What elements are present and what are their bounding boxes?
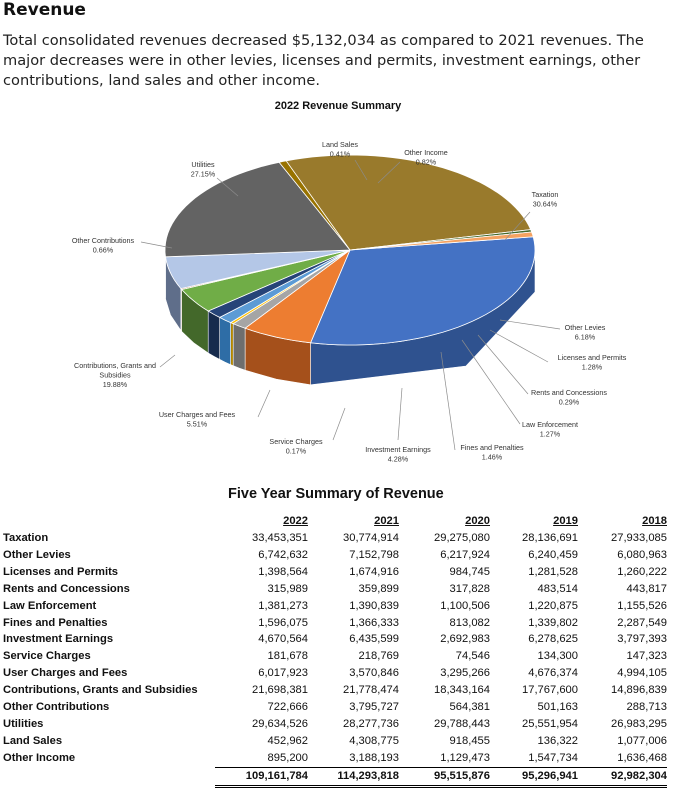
pie-data-label-line: Service Charges bbox=[269, 437, 323, 446]
cell: 1,390,839 bbox=[349, 599, 399, 612]
cell: 1,339,802 bbox=[528, 616, 578, 629]
pie-data-label-line: Other Contributions bbox=[71, 236, 135, 245]
pie-slice-side bbox=[231, 323, 234, 366]
pie-data-label-line: Licenses and Permits bbox=[557, 353, 627, 362]
table-row bbox=[3, 598, 667, 615]
pie-data-label-line: Subsidies bbox=[99, 370, 131, 380]
cell: 895,200 bbox=[267, 751, 308, 764]
pie-data-label bbox=[532, 190, 559, 209]
cell: 6,240,459 bbox=[528, 548, 578, 561]
cell: 2,287,549 bbox=[617, 616, 667, 629]
pie-data-label-line: 0.82% bbox=[415, 157, 437, 167]
pie-data-label bbox=[72, 236, 135, 255]
pie-data-label bbox=[531, 388, 607, 407]
row-label: Other Levies bbox=[3, 548, 71, 561]
pie-data-label-line: 30.64% bbox=[532, 199, 558, 209]
cell: 317,828 bbox=[449, 582, 490, 595]
cell: 918,455 bbox=[449, 734, 490, 747]
cell: 1,636,468 bbox=[617, 751, 667, 764]
pie-leader-line bbox=[462, 340, 520, 424]
cell: 6,217,924 bbox=[440, 548, 490, 561]
pie-data-label-line: 5.51% bbox=[186, 419, 208, 429]
cell: 1,596,075 bbox=[258, 616, 308, 629]
cell: 359,899 bbox=[358, 582, 399, 595]
cell: 315,989 bbox=[267, 582, 308, 595]
cell: 26,983,295 bbox=[611, 717, 667, 730]
pie-data-label-line: Utilities bbox=[191, 160, 215, 169]
cell: 3,295,266 bbox=[440, 667, 490, 680]
cell: 134,300 bbox=[537, 650, 578, 663]
table-row bbox=[3, 750, 667, 767]
cell: 28,277,736 bbox=[343, 717, 399, 730]
row-label: User Charges and Fees bbox=[3, 667, 128, 680]
cell: 17,767,600 bbox=[522, 684, 578, 697]
year-header: 2018 bbox=[642, 515, 667, 528]
cell: 136,322 bbox=[537, 734, 578, 747]
row-label: Contributions, Grants and Subsidies bbox=[3, 684, 198, 697]
cell: 1,260,222 bbox=[617, 565, 667, 578]
cell: 27,933,085 bbox=[611, 532, 667, 544]
pie-data-label-line: 27.15% bbox=[190, 169, 216, 179]
cell: 7,152,798 bbox=[349, 548, 399, 561]
cell: 218,769 bbox=[358, 650, 399, 663]
cell: 1,398,564 bbox=[258, 565, 308, 578]
cell: 4,676,374 bbox=[528, 667, 578, 680]
cell: 6,742,632 bbox=[258, 548, 308, 561]
pie-leader-line bbox=[333, 408, 345, 440]
pie-data-label-line: User Charges and Fees bbox=[158, 410, 236, 419]
pie-tops bbox=[165, 155, 535, 345]
pie-data-label-line: 1.46% bbox=[481, 452, 503, 462]
pie-data-label-line: 1.28% bbox=[581, 362, 603, 372]
header-blank bbox=[3, 513, 215, 530]
cell: 29,788,443 bbox=[434, 717, 490, 730]
pie-slice-side bbox=[220, 317, 231, 364]
row-label: Utilities bbox=[3, 717, 44, 730]
cell: 1,077,006 bbox=[617, 734, 667, 747]
cell: 1,155,526 bbox=[617, 599, 667, 612]
table-row bbox=[3, 699, 667, 716]
row-label: Rents and Concessions bbox=[3, 582, 130, 595]
cell: 6,435,599 bbox=[349, 633, 399, 646]
totals-row bbox=[3, 767, 667, 786]
cell: 74,546 bbox=[455, 650, 490, 663]
total-cell: 92,982,304 bbox=[578, 767, 667, 786]
cell: 3,795,727 bbox=[349, 701, 399, 714]
cell: 21,778,474 bbox=[343, 684, 399, 697]
row-label: Other Contributions bbox=[3, 701, 110, 714]
cell: 3,570,846 bbox=[349, 667, 399, 680]
cell: 501,163 bbox=[537, 701, 578, 714]
table-row bbox=[3, 581, 667, 598]
table-row bbox=[3, 733, 667, 750]
cell: 443,817 bbox=[626, 582, 667, 595]
pie-slice-side bbox=[233, 324, 245, 371]
table-row bbox=[3, 631, 667, 648]
cell: 1,547,734 bbox=[528, 751, 578, 764]
pie-data-label-line: 0.66% bbox=[92, 245, 114, 255]
cell: 29,634,526 bbox=[252, 717, 308, 730]
table-row bbox=[3, 530, 667, 547]
totals-label-blank bbox=[3, 767, 215, 786]
cell: 1,674,916 bbox=[349, 565, 399, 578]
cell: 452,962 bbox=[267, 734, 308, 747]
pie-data-label bbox=[269, 437, 323, 456]
cell: 18,343,164 bbox=[434, 684, 490, 697]
pie-data-label bbox=[565, 323, 606, 342]
cell: 2,692,983 bbox=[440, 633, 490, 646]
pie-data-label-line: Rents and Concessions bbox=[531, 388, 607, 397]
total-cell: 109,161,784 bbox=[215, 767, 308, 786]
pie-data-label bbox=[522, 420, 578, 439]
cell: 3,188,193 bbox=[349, 751, 399, 764]
cell: 147,323 bbox=[626, 650, 667, 663]
cell: 21,698,381 bbox=[252, 684, 308, 697]
table-header-row bbox=[3, 513, 667, 530]
table-title: Five Year Summary of Revenue bbox=[228, 486, 444, 502]
pie-data-label-line: Contributions, Grants and bbox=[74, 361, 156, 370]
table-row bbox=[3, 615, 667, 632]
year-header: 2021 bbox=[374, 515, 399, 528]
pie-data-label bbox=[191, 160, 216, 179]
year-header: 2020 bbox=[465, 515, 490, 528]
pie-leader-line bbox=[160, 355, 175, 367]
cell: 564,381 bbox=[449, 701, 490, 714]
cell: 6,017,923 bbox=[258, 667, 308, 680]
cell: 722,666 bbox=[267, 701, 308, 714]
cell: 25,551,954 bbox=[522, 717, 578, 730]
pie-data-label-line: 4.28% bbox=[387, 454, 409, 464]
table-row bbox=[3, 682, 667, 699]
pie-data-label-line: 19.88% bbox=[102, 380, 128, 389]
pie-chart-title: 2022 Revenue Summary bbox=[274, 100, 402, 112]
table-row bbox=[3, 564, 667, 581]
row-label: Licenses and Permits bbox=[3, 565, 119, 578]
cell: 30,774,914 bbox=[343, 532, 399, 544]
total-cell: 95,296,941 bbox=[490, 767, 578, 786]
pie-data-label-line: Investment Earnings bbox=[365, 445, 431, 454]
cell: 1,381,273 bbox=[258, 599, 308, 612]
row-label: Other Income bbox=[3, 752, 76, 765]
intro-paragraph: Total consolidated revenues decreased $5,132,034 as compared to 2021 revenues. The major decreases were in other levies, licenses and permits, investment earnings, other contributions, land sales and other income. bbox=[3, 32, 644, 89]
table-row bbox=[3, 547, 667, 564]
pie-data-label-line: 1.27% bbox=[539, 429, 561, 439]
cell: 33,453,351 bbox=[252, 532, 308, 544]
pie-data-label-line: Land Sales bbox=[322, 140, 358, 149]
pie-data-label-line: Other Income bbox=[404, 148, 448, 157]
pie-data-label-line: 0.41% bbox=[329, 149, 351, 159]
pie-data-label-line: Law Enforcement bbox=[522, 420, 578, 429]
pie-slice-side bbox=[208, 311, 220, 359]
revenue-pie-chart bbox=[0, 90, 677, 480]
revenue-summary-table bbox=[3, 513, 667, 788]
pie-data-label-line: 0.29% bbox=[558, 397, 580, 407]
row-label: Investment Earnings bbox=[3, 633, 114, 646]
cell: 181,678 bbox=[267, 650, 308, 663]
cell: 6,278,625 bbox=[528, 633, 578, 646]
cell: 4,670,564 bbox=[258, 633, 308, 646]
cell: 1,366,333 bbox=[349, 616, 399, 629]
pie-data-label bbox=[74, 361, 156, 389]
cell: 1,281,528 bbox=[528, 565, 578, 578]
row-label: Taxation bbox=[3, 532, 49, 544]
pie-leader-line bbox=[258, 390, 270, 417]
pie-data-label bbox=[460, 443, 524, 462]
cell: 483,514 bbox=[537, 582, 578, 595]
pie-data-label bbox=[558, 353, 627, 372]
cell: 1,100,506 bbox=[440, 599, 490, 612]
pie-data-label-line: Fines and Penalties bbox=[460, 443, 524, 452]
row-label: Fines and Penalties bbox=[3, 616, 108, 629]
cell: 288,713 bbox=[626, 701, 667, 714]
pie-data-label-line: 0.17% bbox=[285, 446, 307, 456]
pie-data-label-line: Other Levies bbox=[564, 323, 606, 332]
cell: 4,308,775 bbox=[349, 734, 399, 747]
cell: 14,896,839 bbox=[611, 684, 667, 697]
pie-leader-line bbox=[478, 335, 528, 394]
total-cell: 95,515,876 bbox=[399, 767, 490, 786]
pie-leader-line bbox=[398, 388, 402, 440]
row-label: Land Sales bbox=[3, 734, 63, 747]
cell: 984,745 bbox=[449, 565, 490, 578]
cell: 28,136,691 bbox=[522, 532, 578, 544]
year-header: 2022 bbox=[283, 515, 308, 528]
row-label: Law Enforcement bbox=[3, 599, 97, 612]
table-row bbox=[3, 716, 667, 733]
cell: 1,129,473 bbox=[440, 751, 490, 764]
total-cell: 114,293,818 bbox=[308, 767, 399, 786]
cell: 813,082 bbox=[449, 616, 490, 629]
year-header: 2019 bbox=[553, 515, 578, 528]
table-row bbox=[3, 665, 667, 682]
cell: 4,994,105 bbox=[617, 667, 667, 680]
cell: 6,080,963 bbox=[617, 548, 667, 561]
cell: 1,220,875 bbox=[528, 599, 578, 612]
cell: 29,275,080 bbox=[434, 532, 490, 544]
section-heading: Revenue bbox=[3, 0, 86, 20]
pie-data-label bbox=[365, 445, 431, 464]
row-label: Service Charges bbox=[3, 650, 91, 663]
cell: 3,797,393 bbox=[617, 633, 667, 646]
pie-data-label-line: Taxation bbox=[531, 190, 559, 199]
pie-data-label-line: 6.18% bbox=[574, 332, 596, 342]
pie-data-label bbox=[159, 410, 236, 429]
pie-leader-line bbox=[500, 320, 560, 329]
pie-leader-line bbox=[490, 330, 548, 362]
table-row bbox=[3, 648, 667, 665]
